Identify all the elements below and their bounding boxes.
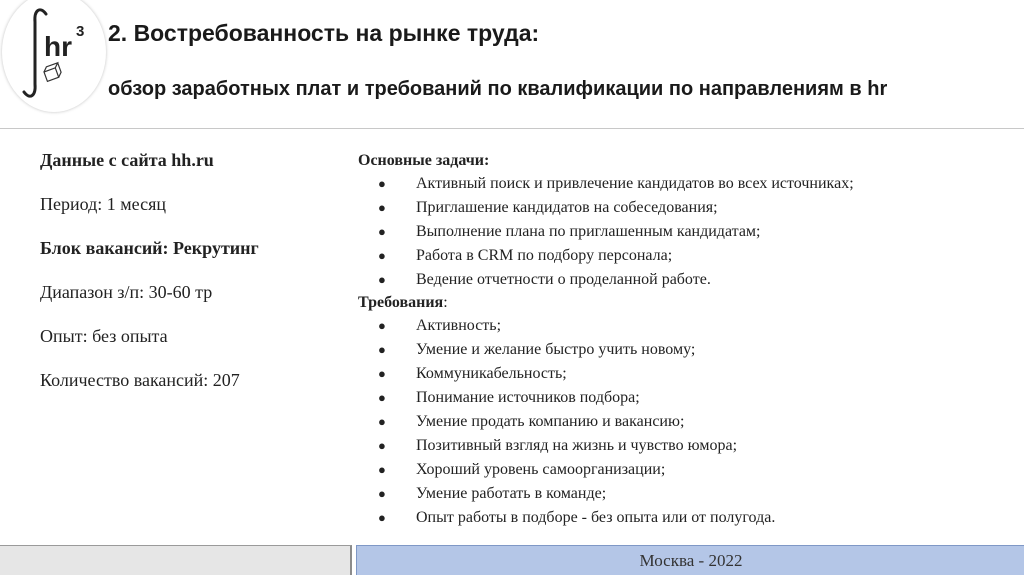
list-item: ● Выполнение плана по приглашенным кандидатам; xyxy=(358,220,1008,244)
list-item: ● Активный поиск и привлечение кандидатов во всех источниках; xyxy=(358,172,1008,196)
tasks-heading: Основные задачи: xyxy=(358,152,490,169)
details-column xyxy=(358,150,1008,530)
list-item: ● Умение и желание быстро учить новому; xyxy=(358,338,1008,362)
bullet-icon: ● xyxy=(378,366,386,381)
salary-range-line: Диапазон з/п: 30-60 тр xyxy=(40,282,213,302)
list-item: ● Работа в CRM по подбору персонала; xyxy=(358,244,1008,268)
list-item: ● Опыт работы в подборе - без опыта или от полугода. xyxy=(358,506,1008,530)
bullet-icon: ● xyxy=(378,486,386,501)
list-item: ● Понимание источников подбора; xyxy=(358,386,1008,410)
bullet-icon: ● xyxy=(378,510,386,525)
list-item: ● Хороший уровень самоорганизации; xyxy=(358,458,1008,482)
page-title: 2. Востребованность на рынке труда: xyxy=(108,20,540,46)
bullet-icon: ● xyxy=(378,462,386,477)
bullet-icon: ● xyxy=(378,248,386,263)
list-item: ● Умение продать компанию и вакансию; xyxy=(358,410,1008,434)
list-item: ● Активность; xyxy=(358,314,1008,338)
bullet-icon: ● xyxy=(378,272,386,287)
bullet-icon: ● xyxy=(378,176,386,191)
bullet-icon: ● xyxy=(378,224,386,239)
tasks-list xyxy=(358,172,1008,292)
bullet-icon: ● xyxy=(378,200,386,215)
logo xyxy=(2,0,106,112)
list-item: ● Позитивный взгляд на жизнь и чувство юмора; xyxy=(358,434,1008,458)
vacancy-block-line: Блок вакансий: Рекрутинг xyxy=(40,238,259,258)
list-item: ● Ведение отчетности о проделанной работе. xyxy=(358,268,1008,292)
footer-bar xyxy=(356,545,1024,575)
requirements-heading: Требования: xyxy=(358,294,448,311)
bullet-icon: ● xyxy=(378,318,386,333)
bullet-icon: ● xyxy=(378,438,386,453)
bullet-icon: ● xyxy=(378,342,386,357)
period-line: Период: 1 месяц xyxy=(40,194,166,214)
page-subtitle: обзор заработных плат и требований по квалификации по направлениям в hr xyxy=(108,78,888,100)
list-item: ● Коммуникабельность; xyxy=(358,362,1008,386)
requirements-list xyxy=(358,314,1008,530)
header-divider xyxy=(0,128,1024,129)
list-item: ● Приглашение кандидатов на собеседования; xyxy=(358,196,1008,220)
experience-line: Опыт: без опыта xyxy=(40,326,168,346)
list-item: ● Умение работать в команде; xyxy=(358,482,1008,506)
vacancy-count-line: Количество вакансий: 207 xyxy=(40,370,240,390)
svg-text:hr: hr xyxy=(44,31,72,62)
source-line: Данные с сайта hh.ru xyxy=(40,150,214,170)
bullet-icon: ● xyxy=(378,390,386,405)
footer-city-year: Москва - 2022 xyxy=(639,551,743,570)
footer-left-bar xyxy=(0,545,352,575)
svg-text:3: 3 xyxy=(76,23,85,40)
bullet-icon: ● xyxy=(378,414,386,429)
integral-hr-logo-icon xyxy=(2,0,106,112)
